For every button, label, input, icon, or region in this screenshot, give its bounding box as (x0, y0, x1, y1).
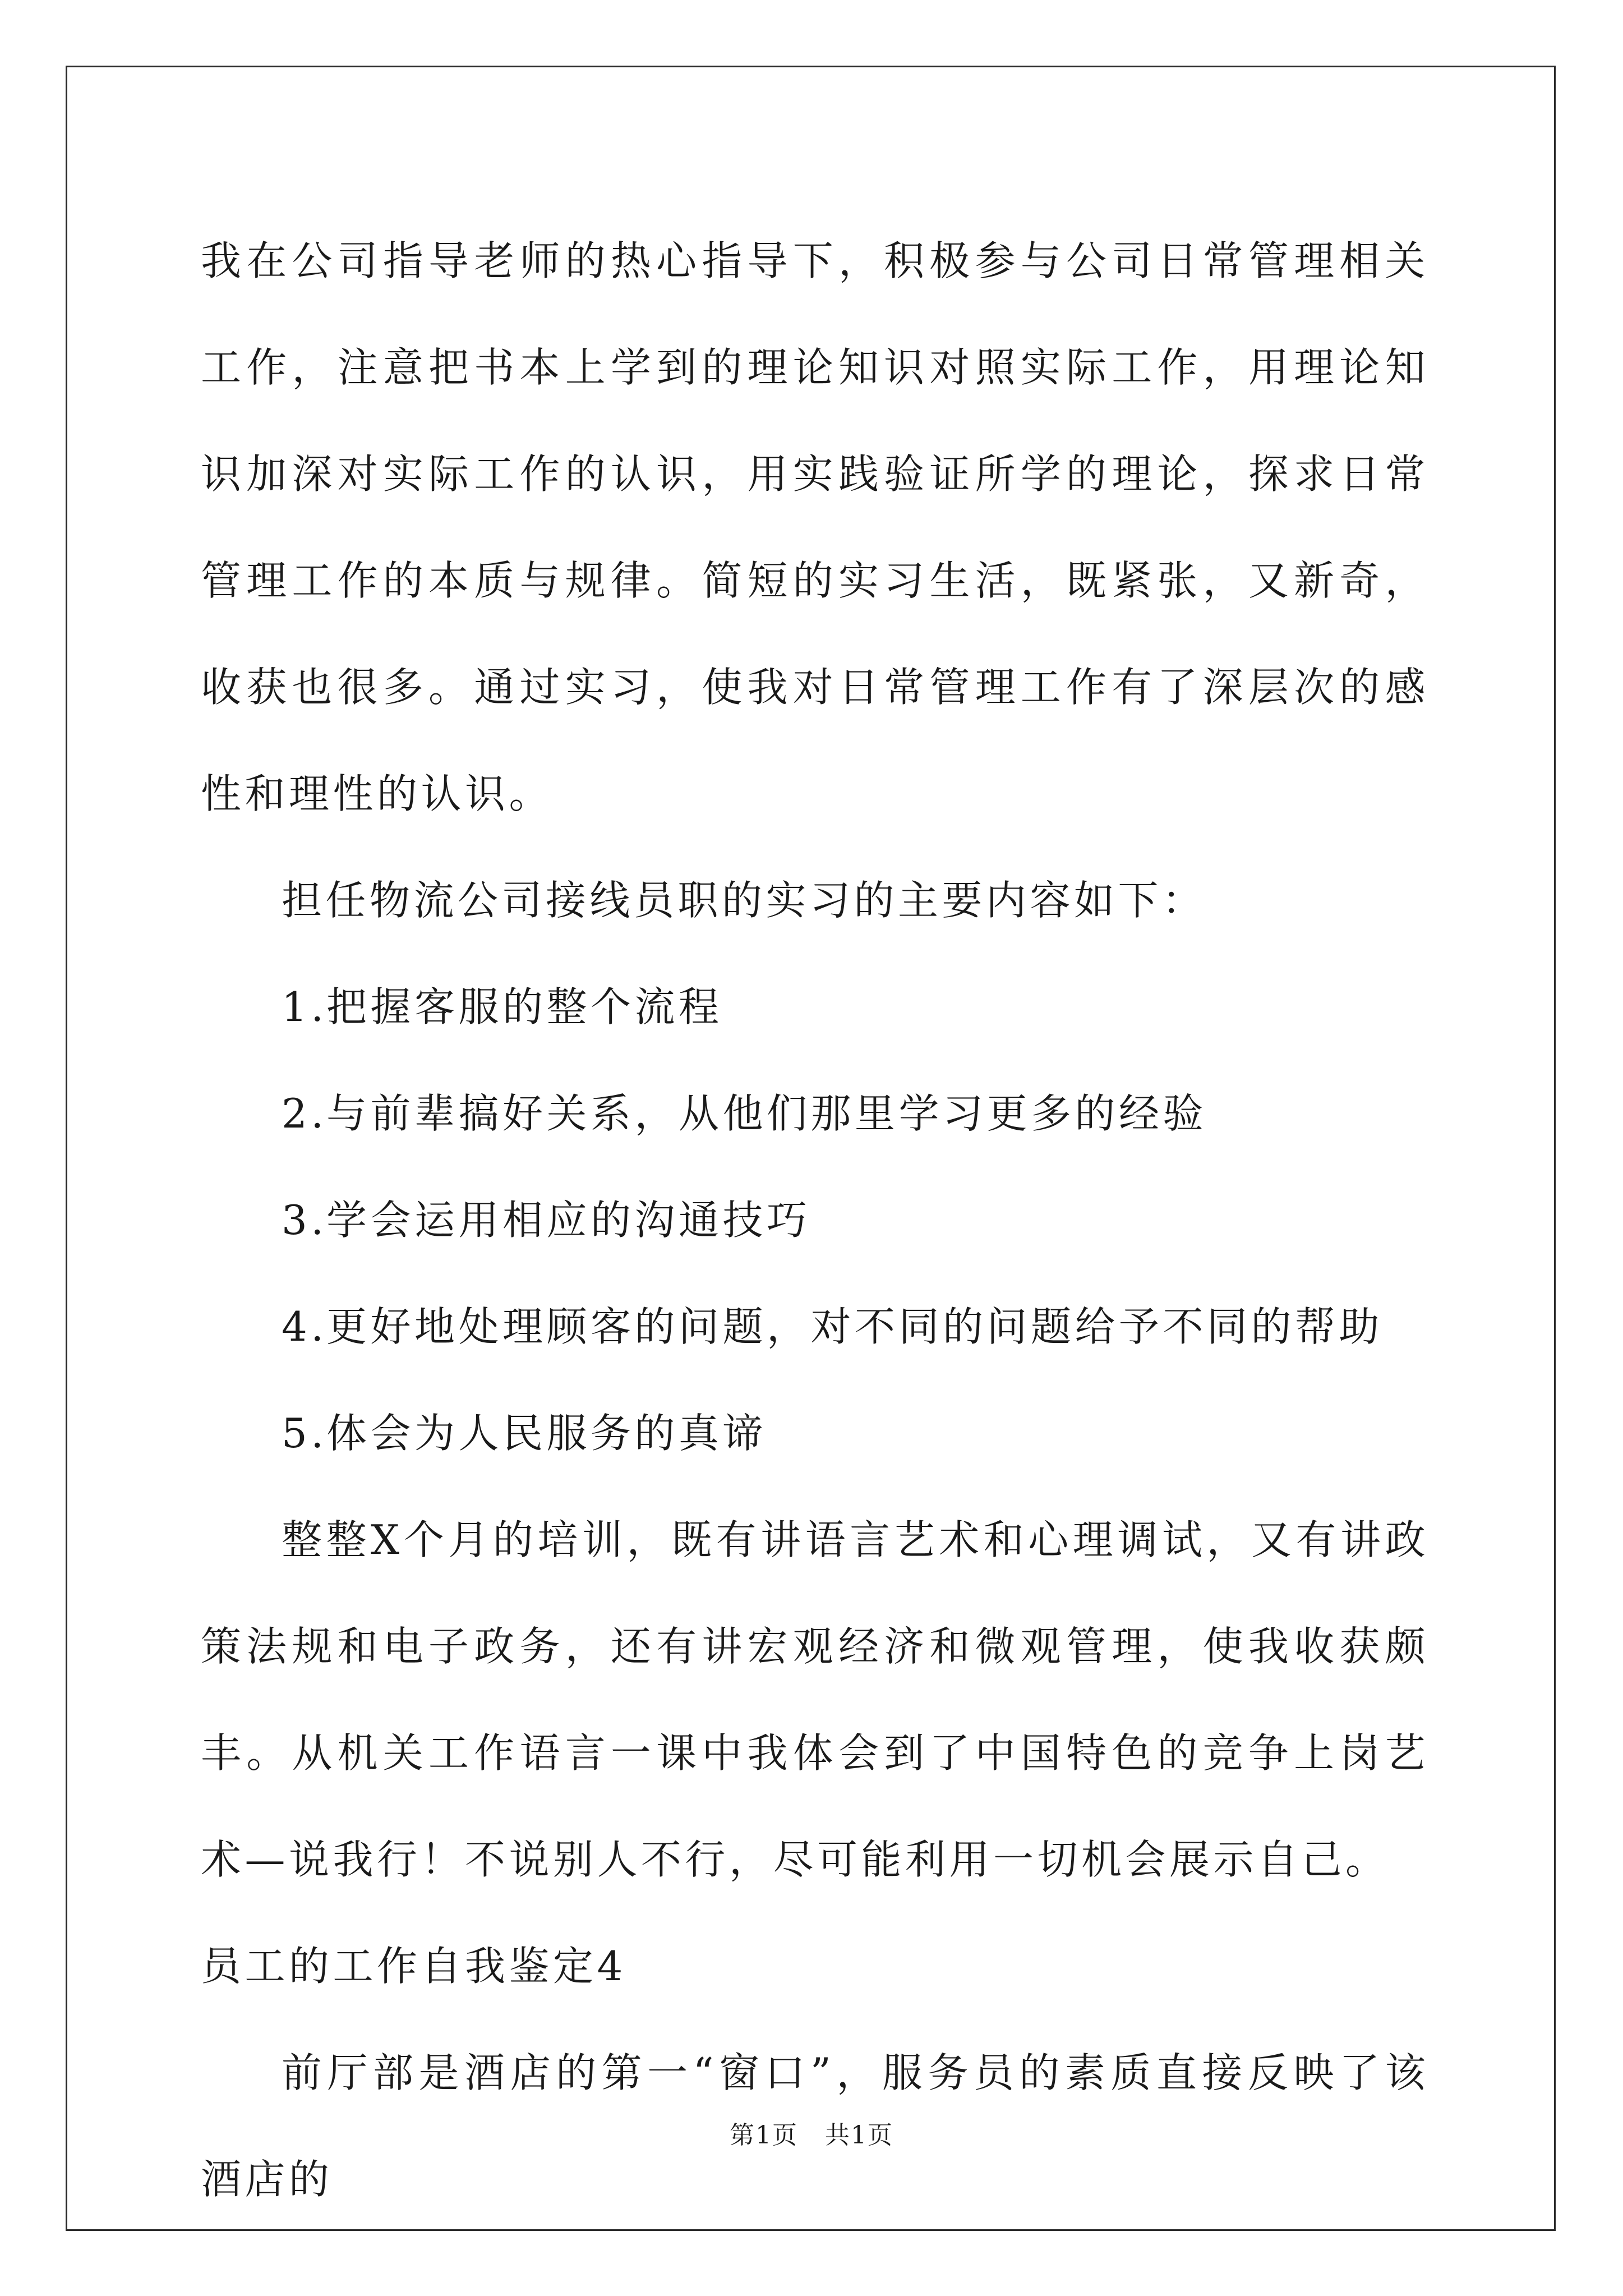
list-item (201, 1167, 1429, 1273)
numbered-list (201, 954, 1429, 1487)
page-footer (0, 2115, 1623, 2151)
list-text: 与前辈搞好关系，从他们那里学习更多的经验 (326, 1090, 1207, 1137)
paragraph-1: 我在公司指导老师的热心指导下，积极参与公司日常管理相关工作，注意把书本上学到的理论知识对照实际工作，用理论知识加深对实际工作的认识，用实践验证所学的理论，探求日常管理工作的本质与规律。简短的实习生活，既紧张，又新奇，收获也很多。通过实习，使我对日常管理工作有了深层次的感性和理性的认识。 (201, 237, 1429, 817)
list-text: 学会运用相应的沟通技巧 (326, 1197, 811, 1244)
list-number: 1. (282, 983, 328, 1030)
page-number: 第1页 (730, 2121, 798, 2150)
list-text: 把握客服的整个流程 (326, 983, 723, 1030)
list-text: 更好地处理顾客的问题，对不同的问题给予不同的帮助 (326, 1303, 1384, 1350)
list-item (201, 954, 1429, 1060)
page-total: 共1页 (825, 2121, 893, 2150)
list-item (201, 1380, 1429, 1487)
list-number: 5. (282, 1410, 328, 1457)
paragraph-4: 前厅部是酒店的第一“窗口”，服务员的素质直接反映了该酒店的 (201, 2049, 1429, 2203)
paragraph-2: 担任物流公司接线员职的实习的主要内容如下： (282, 877, 1206, 924)
list-text: 体会为人民服务的真谛 (326, 1410, 767, 1457)
document-body (201, 208, 1429, 2233)
section-heading: 员工的工作自我鉴定4 (201, 1943, 626, 1990)
list-item (201, 1273, 1429, 1380)
list-number: 3. (282, 1197, 328, 1244)
list-item (201, 1060, 1429, 1167)
paragraph-3: 整整X个月的培训，既有讲语言艺术和心理调试，又有讲政策法规和电子政务，还有讲宏观经济和微观管理，使我收获颇丰。从机关工作语言一课中我体会到了中国特色的竞争上岗艺术—说我行！不说别人不行，尽可能利用一切机会展示自己。 (201, 1516, 1429, 1883)
list-number: 4. (282, 1303, 328, 1350)
list-number: 2. (282, 1090, 328, 1137)
